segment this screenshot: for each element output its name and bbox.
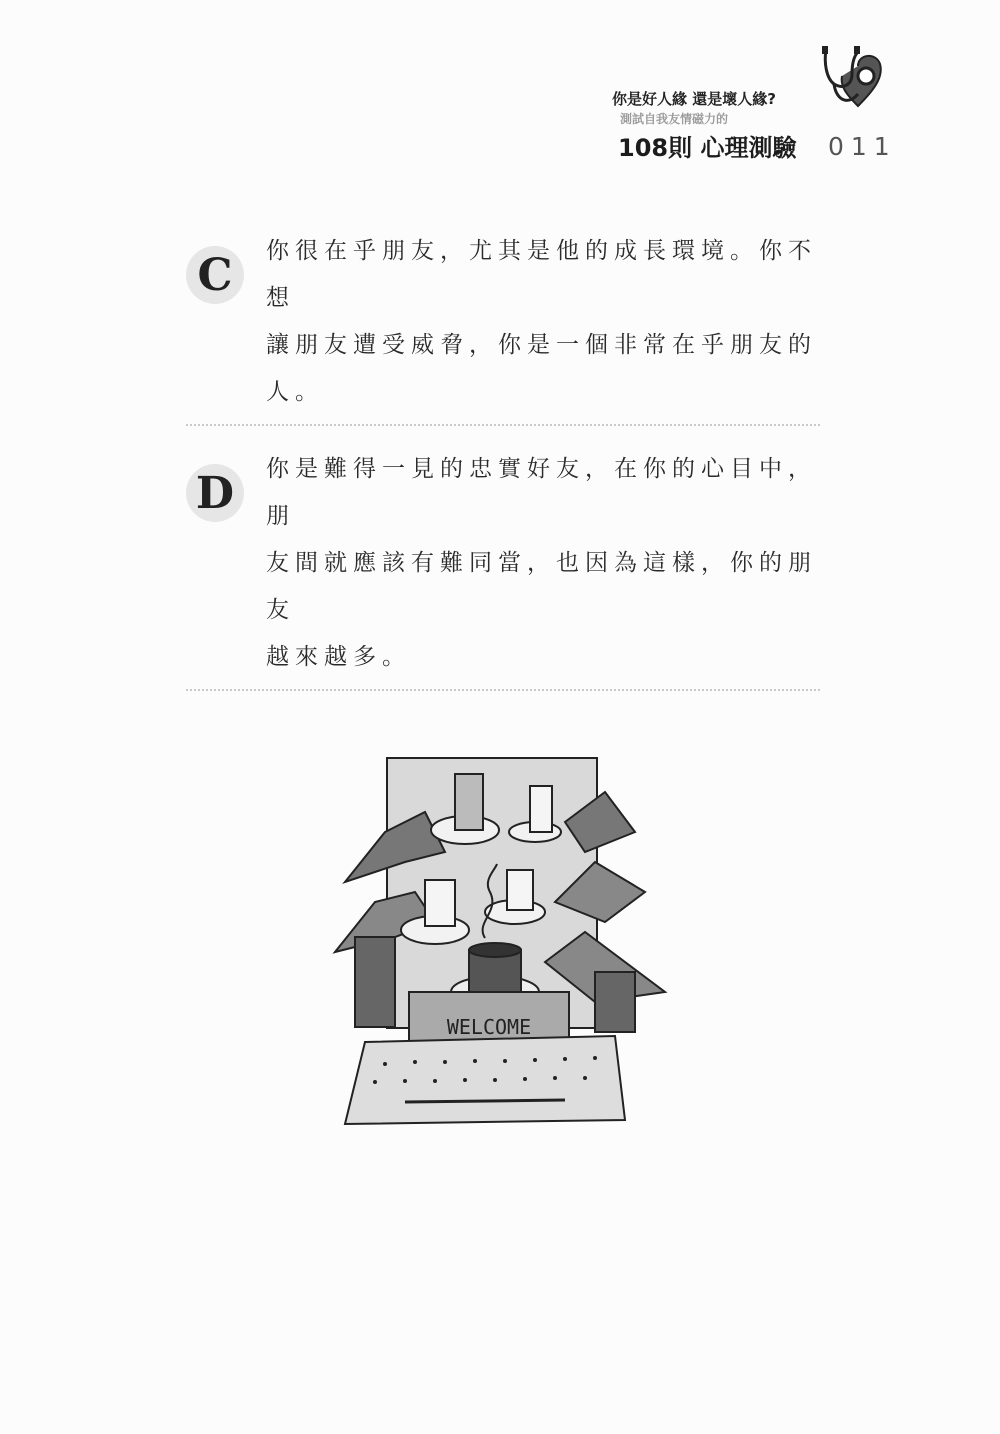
page-header xyxy=(600,40,1000,170)
series-subtitle: 測試自我友情磁力的 xyxy=(620,112,729,126)
answer-text xyxy=(266,446,820,681)
book-title: 108則 心理測驗 xyxy=(618,134,797,162)
answer-text xyxy=(266,228,820,416)
answer-letter-badge: D xyxy=(186,464,244,522)
answer-c xyxy=(186,222,820,426)
answer-letter-badge: C xyxy=(186,246,244,304)
welcome-mat-text: WELCOME xyxy=(446,1015,532,1039)
answer-d xyxy=(186,426,820,691)
page-number: 011 xyxy=(828,132,897,161)
welcome-mat-illustration xyxy=(325,752,675,1132)
answer-list xyxy=(186,222,820,691)
stethoscope-heart-icon xyxy=(818,44,890,120)
answer-line: 越來越多。 xyxy=(266,644,411,670)
series-title: 你是好人緣 還是壞人緣? xyxy=(612,90,776,108)
answer-line: 友間就應該有難同當，也因為這樣，你的朋友 xyxy=(266,550,817,623)
answer-line: 你很在乎朋友，尤其是他的成長環境。你不想 xyxy=(266,238,817,311)
answer-line: 你是難得一見的忠實好友，在你的心目中，朋 xyxy=(266,456,817,529)
answer-line: 讓朋友遭受威脅，你是一個非常在乎朋友的人。 xyxy=(266,332,817,405)
